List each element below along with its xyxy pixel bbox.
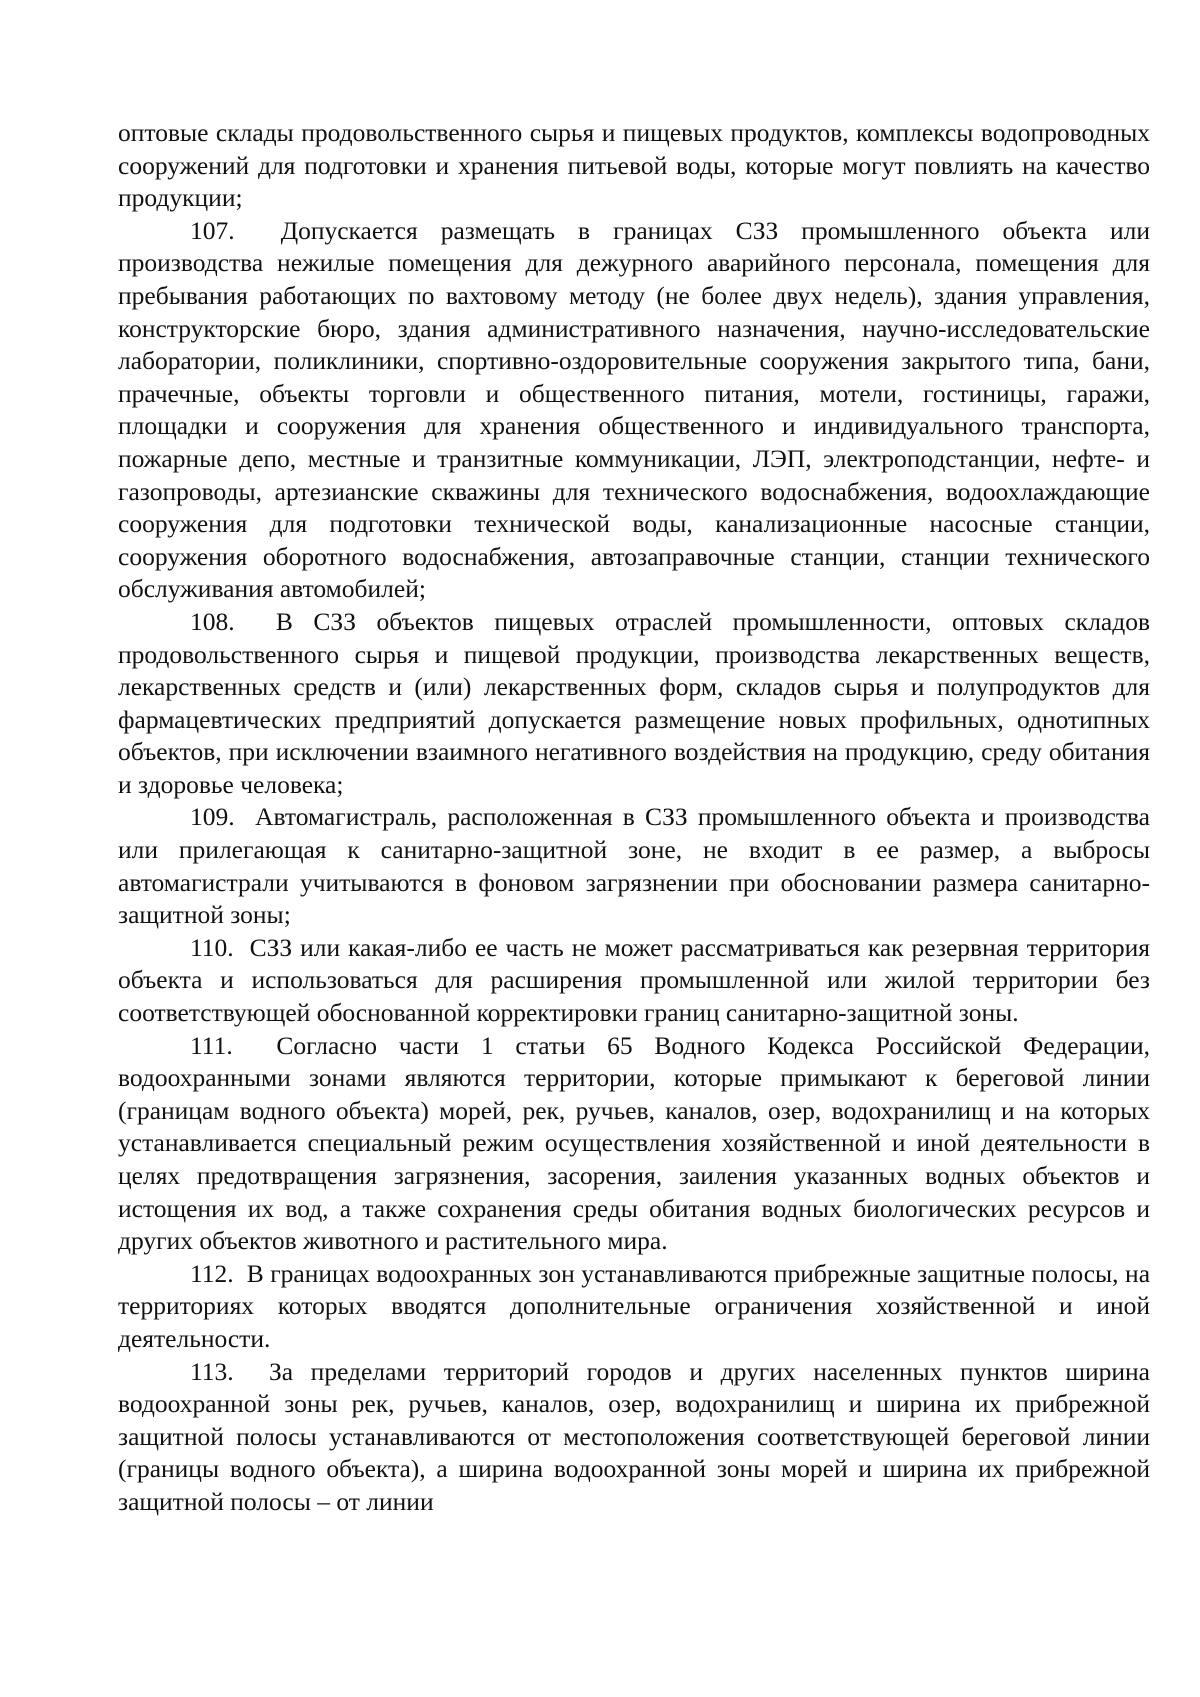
paragraph-text: Допускается размещать в границах СЗЗ промышленного объекта или производства нежилые помещения для дежурного аварийного персонала, помещения для пребывания работающих по вахтовому методу (не более двух недель), здания управления, конструкторские бюро, здания административного назначения, научно-исследовательские лаборатории, поликлиники, спортивно-оздоровительные сооружения закрытого типа, бани, прачечные, объекты торговли и общественного питания, мотели, гостиницы, гаражи, площадки и сооружения для хранения общественного и индивидуального транспорта, пожарные депо, местные и транзитные коммуникации, ЛЭП, электроподстанции, нефте- и газопроводы, артезианские скважины для технического водоснабжения, водоохлаждающие сооружения для подготовки технической воды, канализационные насосные станции, сооружения оборотного водоснабжения, автозаправочные станции, станции технического обслуживания автомобилей; — [118, 215, 1150, 604]
paragraph-text: Согласно части 1 статьи 65 Водного Кодекса Российской Федерации, водоохранными зонами являются территории, которые примыкают к береговой линии (границам водного объекта) морей, рек, ручьев, каналов, озер, водохранилищ и на которых устанавливается специальный режим осуществления хозяйственной и иной деятельности в целях предотвращения загрязнения, засорения, заиления указанных водных объектов и истощения их вод, а также сохранения среды обитания водных биологических ресурсов и других объектов животного и растительного мира. — [118, 1030, 1150, 1256]
paragraph-108 — [118, 606, 1150, 802]
paragraph-107 — [118, 215, 1150, 606]
paragraph-112 — [118, 1258, 1150, 1356]
paragraph-text: оптовые склады продовольственного сырья и пищевых продуктов, комплексы водопроводных сооружений для подготовки и хранения питьевой воды, которые могут повлиять на качество продукции; — [118, 118, 1150, 213]
paragraph-number: 109. — [190, 802, 235, 832]
paragraph-113 — [118, 1356, 1150, 1519]
paragraph-continuation — [118, 117, 1150, 215]
paragraph-text: За пределами территорий городов и других населенных пунктов ширина водоохранной зоны рек, ручьев, каналов, озер, водохранилищ и ширина их прибрежной защитной полосы устанавливаются от местоположения соответствующей береговой линии (границы водного объекта), а ширина водоохранной зоны морей и ширина их прибрежной защитной полосы – от линии — [118, 1356, 1151, 1516]
paragraph-text: В границах водоохранных зон устанавливаются прибрежные защитные полосы, на территориях которых вводятся дополнительные ограничения хозяйственной и иной деятельности. — [118, 1258, 1151, 1353]
paragraph-number: 110. — [190, 932, 234, 962]
paragraph-110 — [118, 932, 1150, 1030]
paragraph-number: 108. — [190, 606, 235, 636]
document-body — [118, 117, 1150, 1519]
paragraph-109 — [118, 801, 1150, 931]
paragraph-number: 112. — [190, 1258, 234, 1288]
paragraph-number: 107. — [190, 215, 235, 245]
paragraph-number: 111. — [190, 1030, 233, 1060]
paragraph-111 — [118, 1030, 1150, 1258]
paragraph-number: 113. — [190, 1356, 234, 1386]
paragraph-text: СЗЗ или какая-либо ее часть не может рассматриваться как резервная территория объекта и использоваться для расширения промышленной или жилой территории без соответствующей обоснованной корректировки границ санитарно-защитной зоны. — [118, 932, 1150, 1028]
paragraph-text: В СЗЗ объектов пищевых отраслей промышленности, оптовых складов продовольственного сырья и пищевой продукции, производства лекарственных веществ, лекарственных средств и (или) лекарственных форм, складов сырья и полупродуктов для фармацевтических предприятий допускается размещение новых профильных, однотипных объектов, при исключении взаимного негативного воздействия на продукцию, среду обитания и здоровье человека; — [118, 606, 1151, 799]
paragraph-text: Автомагистраль, расположенная в СЗЗ промышленного объекта и производства или прилегающая к санитарно-защитной зоне, не входит в ее размер, а выбросы автомагистрали учитываются в фоновом загрязнении при обосновании размера санитарно-защитной зоны; — [118, 802, 1150, 930]
